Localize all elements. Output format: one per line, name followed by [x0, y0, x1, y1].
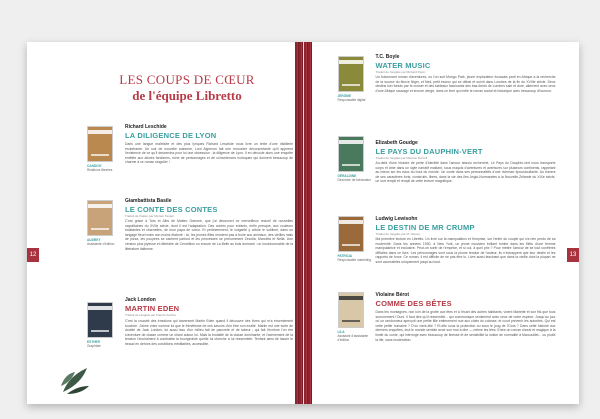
review-text: C'est la cruauté des émotions qui traversent Martin Eden quand il découvre des livres qui m'a énormément touchée. J'aime votre comme lui que le frénétisme de ces savoirs d'en être non exalté. Martin est une sorte de double de Jack London, lui aussi issu d'un milieu fait de pauvreté et de labeur ; qui fait l'écriture l'on ère s'aventure de classe comme un chant autour lui. Mais la brutalité de la classe dominante, et l'avènement de la tension l'enchaînent à combattre la bourgeoisie qu'elle lui cherche à lui ressembler. Tentant ainsi de lasser le beaud en dehors des conditions méditables, accessible. — [125, 319, 293, 346]
right-page — [304, 42, 580, 404]
book-title: WATER MUSIC — [375, 61, 431, 70]
book-cover-la-diligence-de-lyon — [87, 126, 113, 162]
review-text: Au-delà d'une histoire de perte d'identité dans l'amour absolu recherché, Le Pays du Dauphin-vert nous transporte corps et âme dans un style narratif exaltant, sous maquis d'aventures et aventures sur plusieurs continents, rappelant au mieux sur les eaux du bout du monde. Un conte dans ses personnalités d'une richesse époustouflante. Au travers de ses caractères forts, construits, libres, dans la vie des îles Anglo-Normandes à la Nouvelle-Zélande du XIXe siècle, un sort rempli et rempli de cette lecture magnifique. — [375, 161, 556, 184]
reviewer-name: PATRICIA — [337, 254, 353, 258]
reviewer-name: AUDREY — [87, 238, 101, 242]
page-number-left: 12 — [27, 248, 39, 262]
book-author: Richard Leschide — [125, 124, 167, 130]
book-cover-martin-eden — [87, 302, 113, 338]
reviewer-name: GÉRALDINE — [337, 174, 357, 178]
review-text: Dans une langue maîtrisée et des plus lyriques Richard Leschide nous livre un texte d'une distillerie exubérante. Un soir de nouvelle automne, Lord Algernon fait une rencontre déconcertante qu'il apprend l'existence de ce qu'il descendra pour lui une obsession : la diligence de Lyon. Il en découle alors une enquête entêtée aux allures fantômes, riche de personnages et de coïncidences loufoques qui donnent beaucoup de charme à ce roman singulier ! — [125, 142, 293, 165]
book-author: Giambattista Basile — [125, 198, 172, 204]
book-title: LE CONTE DES CONTES — [125, 205, 218, 214]
reviewer — [338, 330, 372, 342]
reviewer — [338, 254, 372, 262]
book-author: Violaine Bérot — [375, 292, 410, 298]
reviewer-role: Responsable digital — [337, 98, 366, 102]
review-text: C'est grâce à Toto et Albs de Matteo Garrone, que j'ai découvert ce merveilleux recueil de nouvelles napolitaines du XVIIe siècle, dont il est l'adaptation. Des contes pour enfants, enfin presque, aux couleurs éclatantes et charnelles, de mon papa de coeur. Et pertinemment, le vulgarité y côtoie le sublime, dans un langage fleuri mais non moins élaboré : ici, les jeunes filles mordent pas à boire aux animaux, des vieilles mais de pizza, les poupées se cachent partout et les princesses se prénomment Zezolla, Marcella et Nella. Une version plus joyeuse et débridée de Cendrillon ou encore de La Belle au bois dormant : un incontournable de la littérature italienne. — [125, 219, 293, 251]
left-page — [27, 42, 304, 404]
translator: Traduit de l'italien par Myriam Tanant — [125, 214, 174, 218]
translator: Traduit de l'anglais par Richard Pépin — [375, 70, 426, 74]
book-cover-comme-des-betes — [338, 292, 364, 328]
reviewer — [87, 164, 121, 172]
book-title: COMME DES BÊTES — [375, 299, 452, 308]
book-cover-le-pays-du-dauphin-vert — [338, 136, 364, 172]
reviewer — [338, 94, 372, 102]
reviewer-role: Assistante d'édition — [87, 242, 115, 246]
page-subtitle: de l'équipe Libretto — [132, 88, 242, 103]
reviewer-role: Relations libraires — [87, 168, 113, 172]
reviewer-name: ESTHER — [87, 340, 100, 344]
reviewer — [338, 174, 372, 182]
book-author: Elizabeth Goudge — [375, 140, 418, 146]
reviewer-name: JÉRÔME — [337, 94, 351, 98]
book-cover-water-music — [338, 56, 364, 92]
book-author: T.C. Boyle — [375, 54, 400, 60]
reviewer-role: Assistant d'assistante d'édition — [337, 334, 369, 342]
review-text: Ma première lecture en Libretto. Un livre sur la manipulation et l'emprise, sur l'enfer du couple qui n'a rien perdu de sa modernité. Dans les années 1930, à New York, un jeune musicien brillant tombe dans les filets d'une femme manipulatrice et exclusive. Peut-on sortir de l'emprise, et si oui, à quel prix ? Pour mettre l'amour de se tout confrères difficiles dans ce livre. Les personnages sont sous la plume tendue de l'auteur, ils n'échappent que leur destin et les rapports de force. Ce roman, il est difficile de ne pas être lu. Livre aussi fascinant que dans la vieille dont la plupart ne sont accessibles uniquement jusqu'au bout. — [375, 237, 556, 264]
book-author: Jack London — [125, 297, 156, 303]
page-gutter — [304, 42, 312, 404]
reviewer-role: Graphiste — [87, 344, 101, 348]
reviewer-name: CANDICE — [87, 164, 102, 168]
book-author: Ludwig Lewisohn — [375, 216, 418, 222]
leaf-decoration-icon — [59, 362, 93, 396]
page-title: LES COUPS DE CŒUR — [119, 72, 255, 87]
translator: Traduit de l'anglais par Maxime Dorvell — [375, 156, 428, 160]
translator: Traduit de l'anglais par Francis Kerline — [125, 313, 176, 317]
book-cover-le-conte-des-contes — [87, 200, 113, 236]
translator: Traduit de l'anglais par M. Dantey — [375, 232, 421, 236]
book-spread — [27, 42, 579, 404]
book-cover-le-destin-de-mr-crump — [338, 216, 364, 252]
reviewer — [87, 238, 121, 246]
reviewer — [87, 340, 121, 348]
book-title: LA DILIGENCE DE LYON — [125, 131, 217, 140]
review-text: Dans les montagnes, non loin de la grotte aux fées et à l'écart des autres habitants, vivent Mariette et son fils que tous surnomment l'Ours. Il faut dire qu'il ressemble... qui communique seulement avec ceux de notre espèce. Jusqu'au jour où un randonneur aperçoit une petite fille entièrement nue aux côtés du colosse, et court prévenir les autorités. Qui est cette petite humaine ? D'où vient-elle ? Et-elle sous la protection ou sous le joug de l'Ours ? Dans cette histoire aux derniers enquêtes, tout le monde semble avoir son mot à dire — même les fées. Entre un roman choral et magique à la limite du conte, qui interroge avec beaucoup de finesse et de sensibilité la notion de normalité à Marcouillet... ou plutôt la life, sans modération. — [375, 310, 556, 342]
book-title: LE DESTIN DE MR CRUMP — [375, 223, 475, 232]
reviewer-role: Responsable marketing — [337, 258, 371, 262]
review-text: Un foisonnant roman d'aventures, où l'on suit Mungo Park, jeune explorateur écossais parti en Afrique à la recherche de la source du fleuve Niger, et Ned, petit escroc qui se débat et survit dans Londres de la fin du XVIIIe siècle. Deux destins loin fortuis par le croiser et des tableaux fascinants des bas-fonds de Londres sale et dure, alternent avec ceux d'une Afrique sauvage et encore vierge, dans ce livre qui mêle le roman social et historique avec beaucoup d'humour. — [375, 75, 556, 93]
book-title: MARTIN EDEN — [125, 304, 180, 313]
reviewer-name: LILA — [337, 330, 345, 334]
book-title: LE PAYS DU DAUPHIN-VERT — [375, 147, 483, 156]
reviewer-role: Directrice de fabrication — [337, 178, 371, 182]
page-number-right: 13 — [567, 248, 579, 262]
page-gutter — [295, 42, 303, 404]
